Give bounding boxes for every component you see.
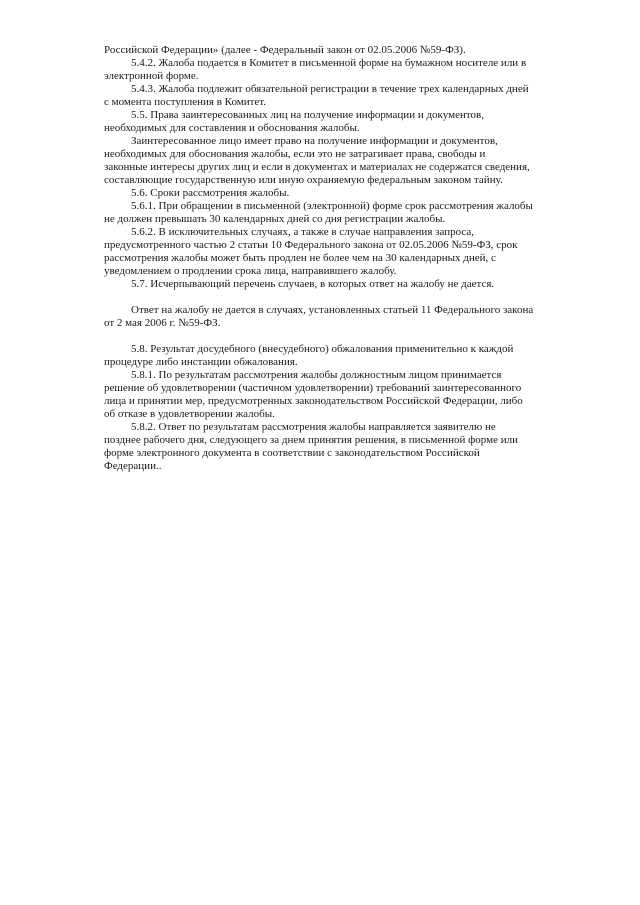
text-line: Российской Федерации» (далее - Федеральный закон от 02.05.2006 №59-ФЗ). [104,44,466,56]
text-line: с момента поступления в Комитет. [104,96,267,108]
text-line: лица и принятии мер, предусмотренных законодательством Российской Федерации, либо [104,395,523,407]
text-line: процедуре либо инстанции обжалования. [104,356,298,368]
text-line: позднее рабочего дня, следующего за днем принятия решения, в письменной форме или [104,434,518,446]
text-line: форме электронного документа в соответствии с законодательством Российской [104,447,480,459]
text-line: об отказе в удовлетворении жалобы. [104,408,275,420]
text-line: Ответ на жалобу не дается в случаях, установленных статьей 11 Федерального закона [131,304,534,316]
text-line: предусмотренного частью 2 статьи 10 Федерального закона от 02.05.2006 №59-ФЗ, срок [104,239,518,251]
text-line: 5.8.1. По результатам рассмотрения жалобы должностным лицом принимается [131,369,502,381]
text-line: решение об удовлетворении (частичном удовлетворении) требований заинтересованного [104,382,522,394]
text-line: необходимых для обоснования жалобы, если это не затрагивает права, свободы и [104,148,486,160]
text-line: 5.8. Результат досудебного (внесудебного) обжалования применительно к каждой [131,343,514,355]
text-line: 5.4.3. Жалоба подлежит обязательной регистрации в течение трех календарных дней [131,83,529,95]
text-line: 5.6.1. При обращении в письменной (электронной) форме срок рассмотрения жалобы [131,200,533,212]
text-line: законные интересы других лиц и если в документах и материалах не содержатся сведения, [104,161,530,173]
text-line: составляющие государственную или иную охраняемую федеральным законом тайну. [104,174,503,186]
text-line: рассмотрения жалобы может быть продлен не более чем на 30 календарных дней, с [104,252,496,264]
text-line: 5.7. Исчерпывающий перечень случаев, в которых ответ на жалобу не дается. [131,278,495,290]
text-line: 5.4.2. Жалоба подается в Комитет в письменной форме на бумажном носителе или в [131,57,527,69]
text-line: Заинтересованное лицо имеет право на получение информации и документов, [131,135,498,147]
text-line: 5.5. Права заинтересованных лиц на получение информации и документов, [131,109,484,121]
text-line: 5.8.2. Ответ по результатам рассмотрения жалобы направляется заявителю не [131,421,496,433]
text-line: 5.6.2. В исключительных случаях, а также в случае направления запроса, [131,226,475,238]
text-line: необходимых для составления и обоснования жалобы. [104,122,360,134]
text-line: 5.6. Сроки рассмотрения жалобы. [131,187,290,199]
text-line: от 2 мая 2006 г. №59-ФЗ. [104,317,221,329]
text-line: Федерации.. [104,460,162,472]
text-line: уведомлением о продлении срока лица, направившего жалобу. [104,265,397,277]
text-line: не должен превышать 30 календарных дней со дня регистрации жалобы. [104,213,446,225]
text-line: электронной форме. [104,70,199,82]
